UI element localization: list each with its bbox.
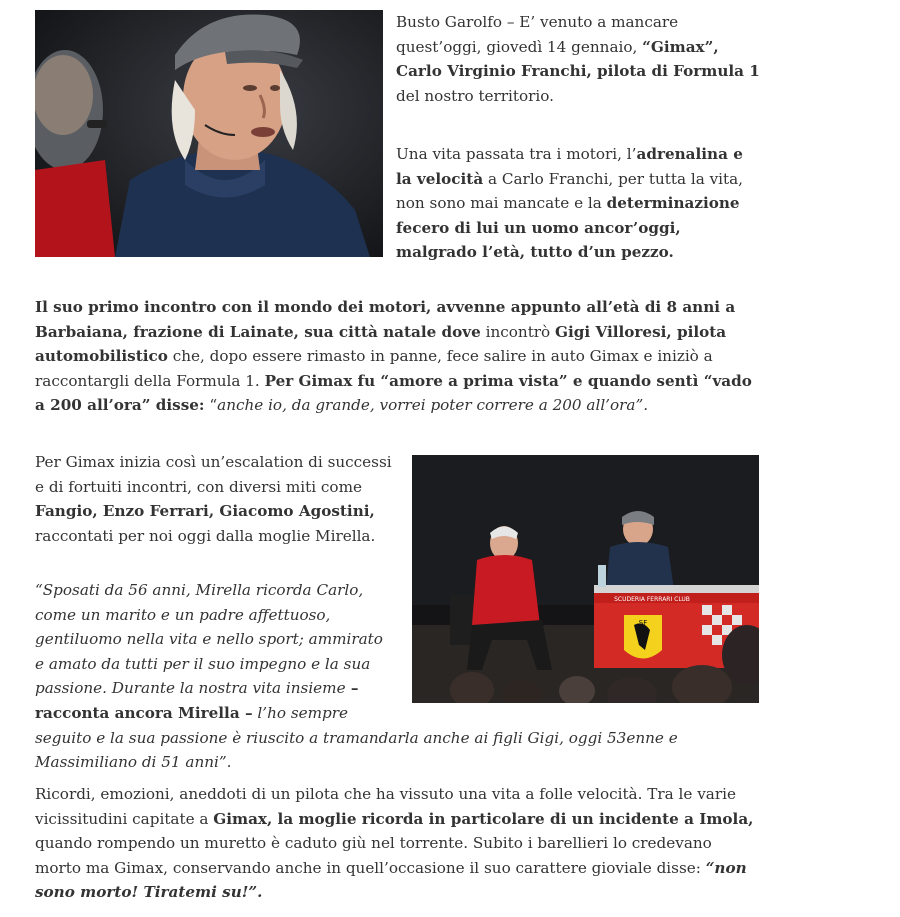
p3-bold-3: Per Gimax fu “amore a prima vista” e quando sentì “vado a 200 all’ora” disse:: [35, 371, 752, 415]
portrait-photo: [35, 10, 383, 257]
p3-bold-1: Il suo primo incontro con il mondo dei motori, avvenne appunto all’età di 8 anni a Barbaiana, frazione di Lainate, sua città natale dove: [35, 298, 736, 341]
p3-text-3: “: [204, 396, 218, 415]
paragraph-3: [35, 295, 760, 418]
p4-bold-1: Fangio, Enzo Ferrari, Giacomo Agostini,: [35, 502, 375, 521]
paragraph-4: [35, 450, 395, 548]
p2-text-2: a Carlo Franchi, per tutta la vita, non sono mai mancate e la: [396, 169, 744, 213]
p3-bold-2: Gigi Villoresi, pilota automobilistico: [35, 322, 727, 366]
intro-paragraph: [396, 10, 761, 108]
p6-bold-1: Gimax, la moglie ricorda in particolare di un incidente a Imola,: [213, 809, 754, 828]
banner-text: SCUDERIA FERRARI CLUB: [614, 596, 690, 603]
intro-bold-1: “Gimax”, Carlo Virginio Franchi, pilota di Formula 1: [396, 37, 760, 81]
p6-text-2: quando rompendo un muretto è caduto giù nel torrente. Subito i barellieri lo credevano morto ma Gimax, conservando anche in quell’occasione il suo carattere gioviale disse:: [35, 834, 712, 877]
p5-italic-1: “Sposati da 56 anni, Mirella ricorda Carlo, come un marito e un padre affettuoso, gentiluomo nella vita e nello sport; ammirato e amato da tutti per il suo impegno e la sua passione. Durante la nostra vita insieme: [35, 581, 383, 698]
p4-text-1: Per Gimax inizia così un’escalation di successi e di fortuiti incontri, con diversi miti come: [35, 453, 392, 496]
p6-text-1: Ricordi, emozioni, aneddoti di un pilota che ha vissuto una vita a folle velocità. Tra le varie vicissitudini capitate a: [35, 785, 736, 828]
p2-bold-1: adrenalina e la velocità: [396, 145, 743, 188]
photo-spacer: [395, 578, 760, 706]
paragraph-6: [35, 782, 760, 905]
p3-italic-1: anche io, da grande, vorrei poter correre a 200 all’ora”.: [217, 396, 649, 415]
p2-text-1: Una vita passata tra i motori, l’: [396, 145, 637, 163]
paragraph-5: [35, 578, 760, 775]
intro-text-1: Busto Garolfo – E’ venuto a mancare quest’oggi, giovedì 14 gennaio,: [396, 13, 679, 56]
p5-italic-2: l’ho sempre seguito e la sua passione è riuscito a tramandarla anche ai figli Gigi, oggi 53enne e Massimiliano di 51 anni”.: [35, 703, 678, 772]
p3-text-1: incontrò: [480, 322, 556, 341]
p3-text-2: che, dopo essere rimasto in panne, fece salire in auto Gimax e iniziò a raccontargli della Formula 1.: [35, 347, 713, 390]
portrait-illustration: [35, 10, 383, 257]
paragraph-2: [396, 142, 761, 265]
logo-letters: SF: [638, 619, 648, 627]
p6-bolditalic-1: “non sono morto! Tiratemi su!”.: [35, 858, 747, 902]
p4-text-2: raccontati per noi oggi dalla moglie Mirella.: [35, 526, 376, 545]
p5-bold-1: – racconta ancora Mirella –: [35, 679, 359, 722]
p2-bold-2: determinazione fecero di lui un uomo ancor’oggi, malgrado l’età, tutto d’un pezzo.: [396, 194, 740, 262]
intro-text-2: del nostro territorio.: [396, 86, 554, 105]
